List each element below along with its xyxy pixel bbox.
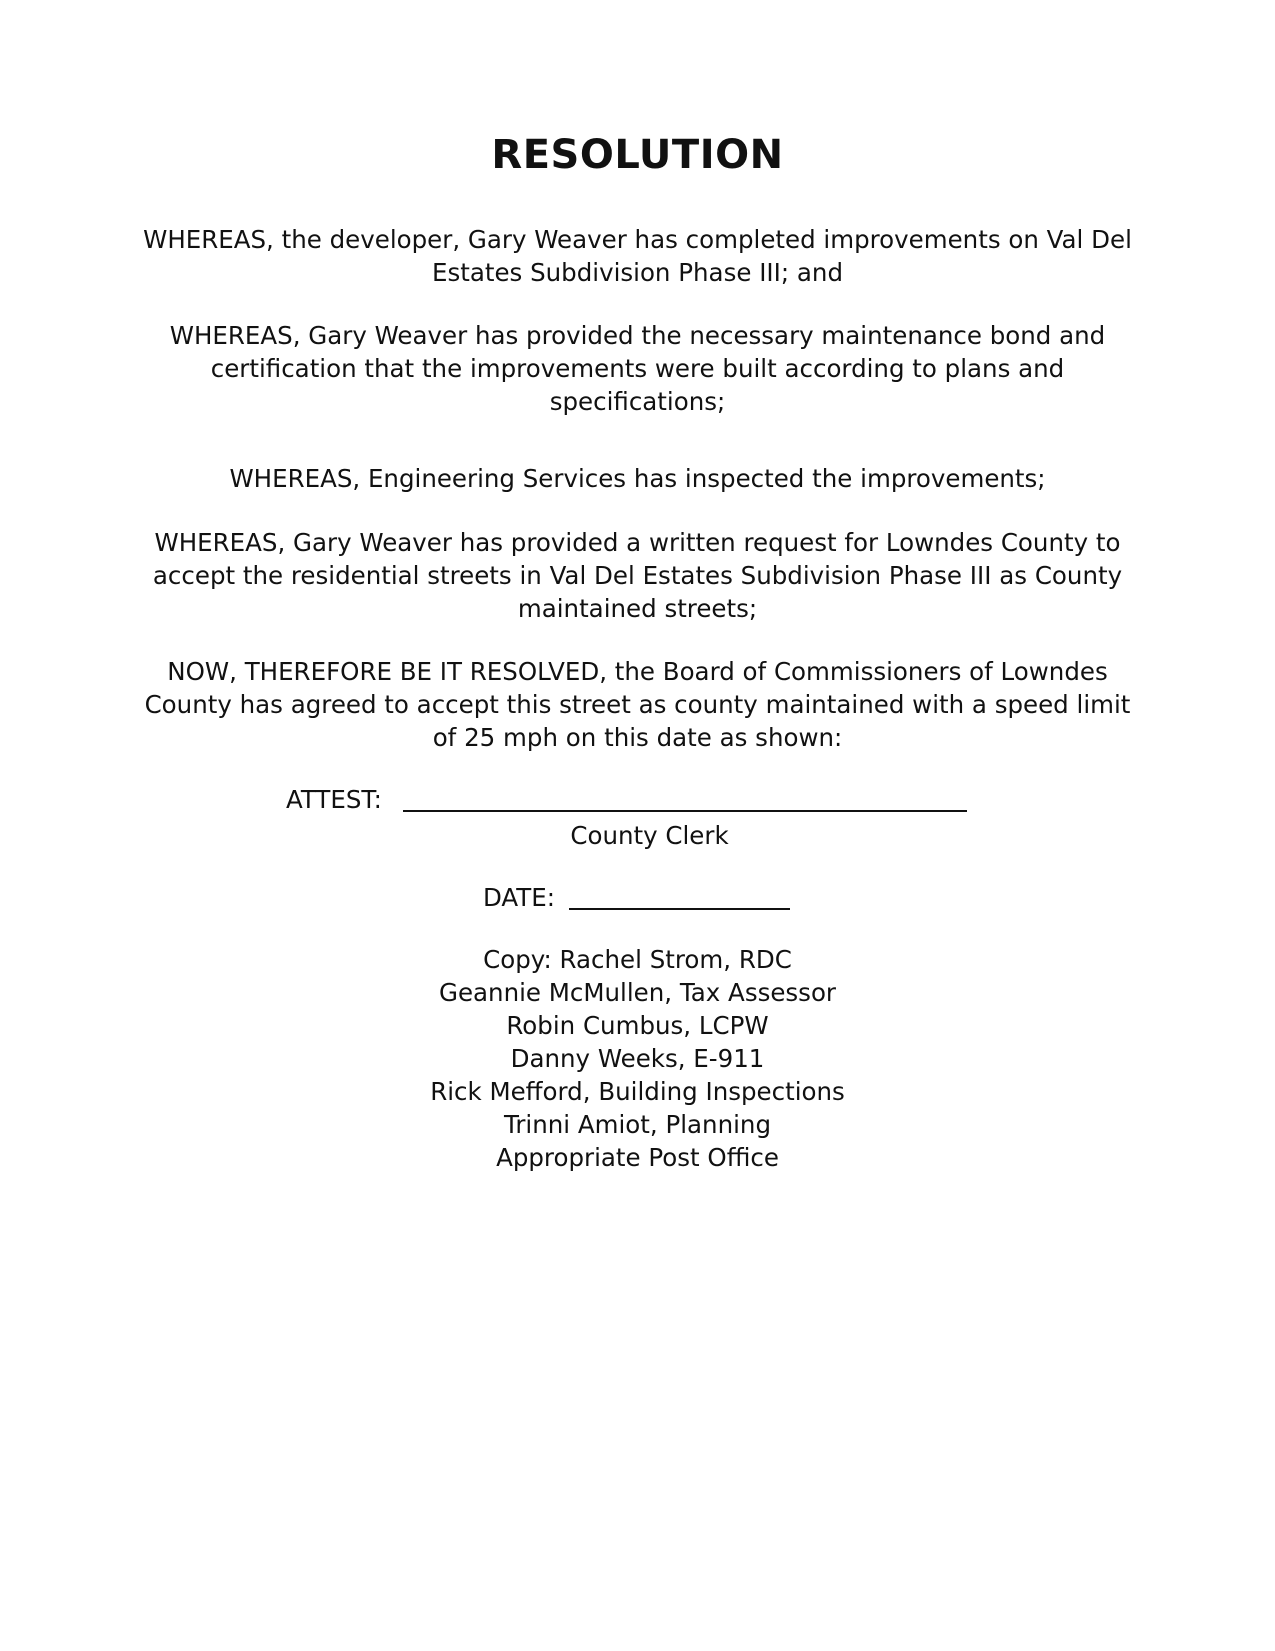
date-label: DATE: <box>483 883 555 912</box>
attest-label: ATTEST: <box>286 785 382 814</box>
copy-recipient: Appropriate Post Office <box>496 1143 779 1172</box>
whereas-paragraph-inspection: WHEREAS, Engineering Services has inspected the improvements; <box>229 464 1046 493</box>
document-title: RESOLUTION <box>491 132 784 178</box>
copy-recipient: Robin Cumbus, LCPW <box>506 1011 769 1040</box>
attest-signature-line <box>403 810 967 812</box>
resolved-paragraph: NOW, THEREFORE BE IT RESOLVED, the Board of Commissioners of Lowndes County has agreed to accept this street as county maintained with a speed limit of 25 mph on this date as shown: <box>144 657 1131 752</box>
signer-title: County Clerk <box>570 821 729 850</box>
copy-recipient: Trinni Amiot, Planning <box>503 1110 772 1139</box>
whereas-paragraph-request: WHEREAS, Gary Weaver has provided a written request for Lowndes County to accept the residential streets in Val Del Estates Subdivision Phase III as County maintained streets; <box>152 528 1123 623</box>
copy-recipient: Danny Weeks, E-911 <box>510 1044 765 1073</box>
date-line <box>569 908 790 910</box>
copy-recipient: Geannie McMullen, Tax Assessor <box>438 978 837 1007</box>
copy-recipient: Copy: Rachel Strom, RDC <box>483 945 792 974</box>
whereas-paragraph-bond: WHEREAS, Gary Weaver has provided the necessary maintenance bond and certification that the improvements were built according to plans and specifications; <box>169 321 1106 416</box>
whereas-paragraph-developer: WHEREAS, the developer, Gary Weaver has completed improvements on Val Del Estates Subdivision Phase III; and <box>143 225 1132 287</box>
copy-distribution-list <box>0 943 1275 1174</box>
copy-recipient: Rick Mefford, Building Inspections <box>430 1077 845 1106</box>
